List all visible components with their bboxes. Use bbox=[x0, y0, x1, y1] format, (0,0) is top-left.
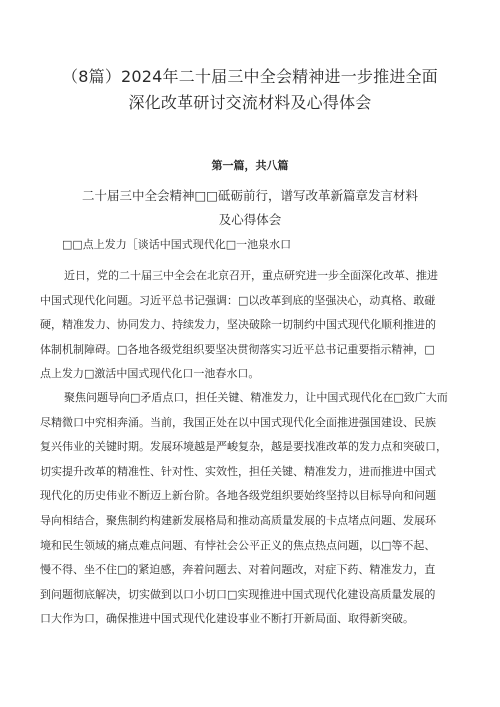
part-heading: 第一篇，共八篇 bbox=[211, 159, 289, 172]
paragraph-line: 复兴伟业的关键时期。发展环境越是严峻复杂，越是要找准改革的发力点和突破口， bbox=[40, 440, 447, 454]
paragraph-line: 切实提升改革的精准性、针对性、实效性，担任关键、精准发力，进而推进中国式 bbox=[40, 464, 436, 478]
paragraph-line: 口大作为口，确保推进中国式现代化建设事业不断打开新局面、取得新突破。 bbox=[40, 612, 414, 626]
paragraph-line: 到问题彻底解决，切实做到以口小切口□实现推进中国式现代化建设高质量发展的 bbox=[40, 587, 436, 601]
paragraph-line: 导向相结合，聚焦制约构建新发展格局和推动高质量发展的卡点堵点问题、发展环 bbox=[40, 513, 436, 527]
paragraph-line: 现代化的历史伟业不断迈上新台阶。各地各级党组织要始终坚持以目标导向和问题 bbox=[40, 489, 436, 503]
paragraph-line: 境和民生领域的痛点难点问题、有悖社会公平正义的焦点热点问题，以□等不起、 bbox=[40, 538, 436, 552]
paragraph-1 bbox=[40, 264, 460, 387]
paragraph-line: 慢不得、坐不住□的紧迫感，奔着问题去、对着问题改，对症下药、精准发力，直 bbox=[40, 563, 436, 577]
paragraph-line: 聚焦问题导向□矛盾点口，担任关键、精准发力，让中国式现代化在□致广大而 bbox=[64, 391, 448, 404]
paragraph-line: 硬，精准发力、协同发力、持续发力，坚决破除一切制约中国式现代化顺利推进的 bbox=[40, 318, 436, 332]
paragraph-line: 尽精微口中究相奔涌。当前，我国正处在以中国式现代化全面推进强国建设、民族 bbox=[40, 415, 436, 429]
title-line-2: 深化改革研讨交流材料及心得体会 bbox=[128, 93, 372, 112]
paragraph-line: 点上发力□激活中国式现代化口一池春水口。 bbox=[40, 367, 260, 381]
subtitle-line-1: 二十届三中全会精神□□砥砺前行，谱写改革新篇章发言材料 bbox=[81, 188, 419, 203]
section-heading: □□点上发力［谈话中国式现代化□一池泉水口 bbox=[62, 238, 292, 251]
title-line-1: （8篇）2024年二十届三中全会精神进一步推进全面 bbox=[62, 67, 438, 86]
paragraph-2 bbox=[40, 386, 460, 632]
paragraph-line: 近日，党的二十届三中全会在北京召开，重点研究进一步全面深化改革、推进 bbox=[64, 269, 438, 282]
document-title bbox=[40, 64, 460, 116]
subtitle-line-2: 及心得体会 bbox=[218, 212, 282, 227]
article-subtitle bbox=[50, 184, 450, 232]
paragraph-line: 中国式现代化问题。习近平总书记强调：□以改革到底的坚强决心，动真格、敢碰 bbox=[40, 293, 436, 307]
paragraph-line: 体制机制障碍。□各地各级党组织要坚决贯彻落实习近平总书记重要指示精神，□ bbox=[40, 342, 435, 356]
